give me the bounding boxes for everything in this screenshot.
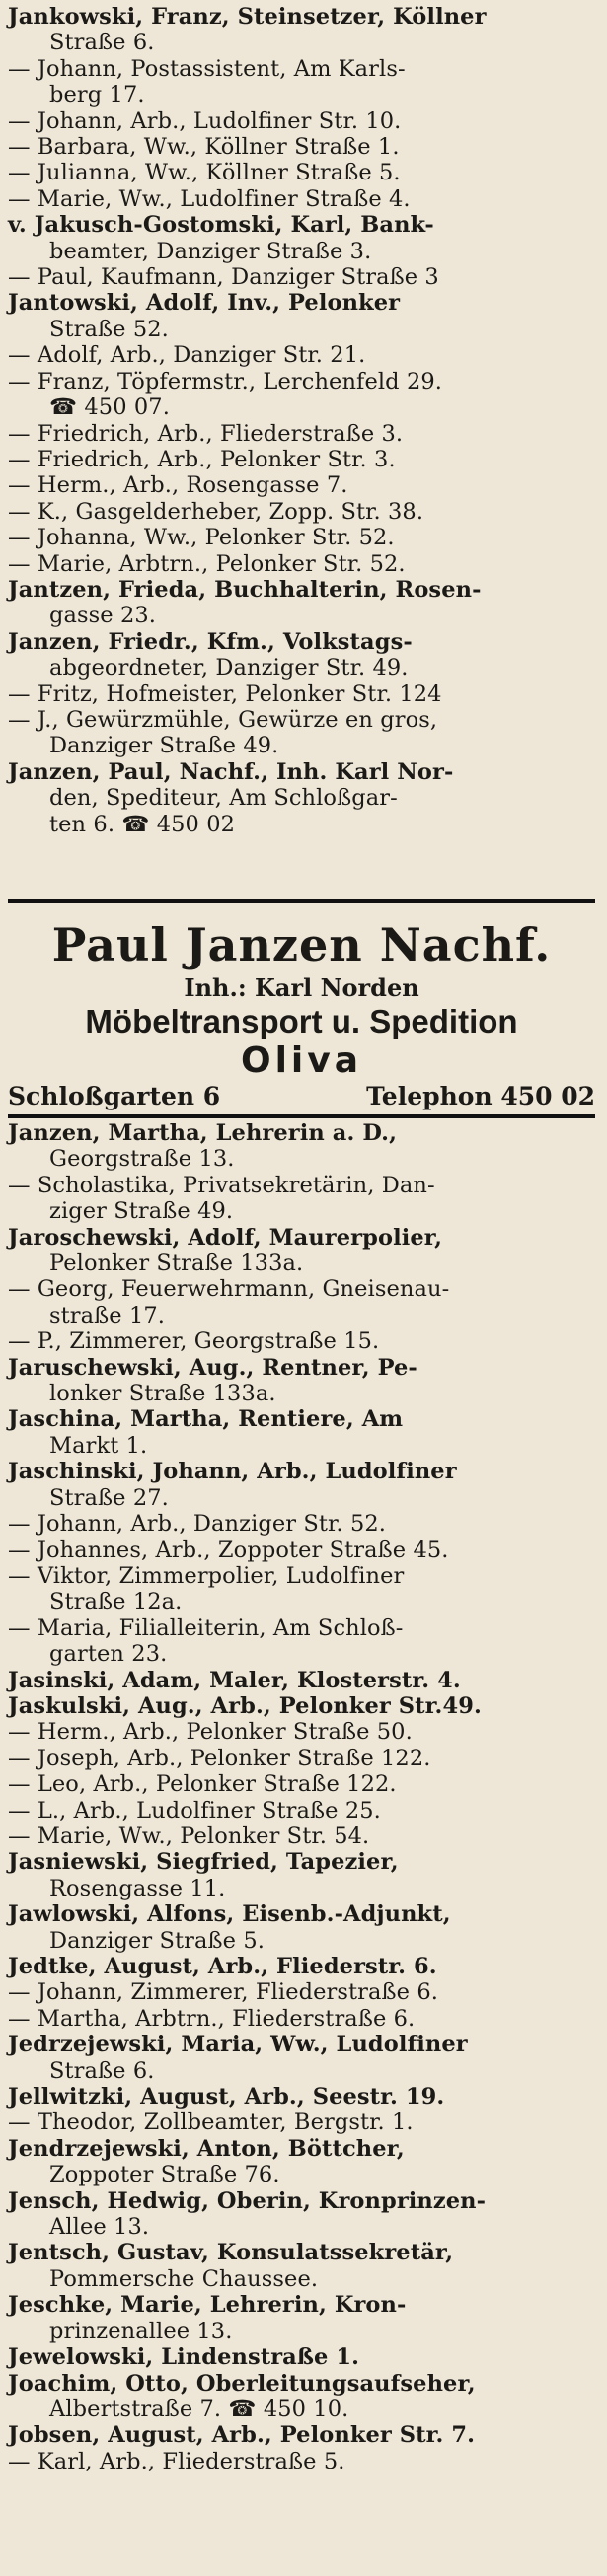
directory-entry: — Friedrich, Arb., Fliederstraße 3. xyxy=(8,420,404,447)
directory-entry: — Viktor, Zimmerpolier, Ludolfiner xyxy=(8,1562,405,1589)
entry-continuation-line: Allee 13. xyxy=(49,2214,150,2241)
ad-footer xyxy=(8,1083,595,1110)
directory-entry: Jewelowski, Lindenstraße 1. xyxy=(8,2344,360,2371)
entry-continuation-line: Pelonker Straße 133a. xyxy=(49,1251,304,1277)
entries-bottom xyxy=(8,1120,595,2474)
entry-continuation-line: abgeordneter, Danziger Str. 49. xyxy=(49,655,409,681)
directory-entry: Janzen, Friedr., Kfm., Volkstags- xyxy=(8,628,413,655)
directory-entry: Jensch, Hedwig, Oberin, Kronprinzen- xyxy=(8,2187,487,2214)
advertisement-box xyxy=(8,899,595,1118)
entry-continuation-line: Straße 6. xyxy=(49,30,155,56)
entry-continuation-line: Pommersche Chaussee. xyxy=(49,2265,319,2292)
directory-entry: — Herm., Arb., Pelonker Straße 50. xyxy=(8,1719,413,1746)
directory-entry: — Johannes, Arb., Zoppoter Straße 45. xyxy=(8,1537,449,1563)
entry-continuation-line: prinzenallee 13. xyxy=(49,2318,233,2344)
entry-continuation-line: Straße 6. xyxy=(49,2057,155,2084)
directory-entry: — Scholastika, Privatsekretärin, Dan- xyxy=(8,1172,435,1198)
directory-entry: Jendrzejewski, Anton, Böttcher, xyxy=(8,2135,405,2162)
entry-continuation-line: Straße 27. xyxy=(49,1484,169,1511)
directory-entry: — Franz, Töpfermstr., Lerchenfeld 29. xyxy=(8,368,443,394)
entry-continuation-line: den, Spediteur, Am Schloßgar- xyxy=(49,785,398,812)
directory-entry: — Julianna, Ww., Köllner Straße 5. xyxy=(8,160,401,186)
directory-entry: Jawlowski, Alfons, Eisenb.-Adjunkt, xyxy=(8,1901,451,1928)
directory-entry: Jaroschewski, Adolf, Maurerpolier, xyxy=(8,1224,443,1251)
ad-rule-bottom xyxy=(8,1114,595,1118)
directory-entry: v. Jakusch-Gostomski, Karl, Bank- xyxy=(8,212,434,239)
directory-entry: Jasinski, Adam, Maler, Klosterstr. 4. xyxy=(8,1667,461,1693)
directory-entry: — Herm., Arb., Rosengasse 7. xyxy=(8,472,348,499)
entry-continuation-line: Danziger Straße 5. xyxy=(49,1927,266,1954)
directory-entry: — Johann, Postassistent, Am Karls- xyxy=(8,55,406,82)
directory-entry: — Johann, Zimmerer, Fliederstraße 6. xyxy=(8,1979,438,2006)
ad-service: Möbeltransport u. Spedition xyxy=(85,1003,518,1039)
directory-entry: — Fritz, Hofmeister, Pelonker Str. 124 xyxy=(8,680,442,707)
directory-entry: Joachim, Otto, Oberleitungsaufseher, xyxy=(8,2370,476,2397)
entry-continuation-line: beamter, Danziger Straße 3. xyxy=(49,238,372,264)
entry-continuation-line: Straße 52. xyxy=(49,316,169,342)
directory-entry: Jentsch, Gustav, Konsulatssekretär, xyxy=(8,2240,454,2266)
directory-entry: — Barbara, Ww., Köllner Straße 1. xyxy=(8,134,400,161)
directory-entry: — Martha, Arbtrn., Fliederstraße 6. xyxy=(8,2005,416,2032)
entries-top xyxy=(8,0,595,837)
directory-entry: — L., Arb., Ludolfiner Straße 25. xyxy=(8,1797,381,1824)
directory-entry: — Karl, Arb., Fliederstraße 5. xyxy=(8,2448,345,2474)
ad-phone: Telephon 450 02 xyxy=(366,1082,595,1110)
entry-continuation-line: Albertstraße 7. ☎ 450 10. xyxy=(49,2396,349,2422)
entry-continuation-line: straße 17. xyxy=(49,1302,166,1328)
directory-entry: Janzen, Martha, Lehrerin a. D., xyxy=(8,1120,398,1146)
directory-entry: — Johanna, Ww., Pelonker Str. 52. xyxy=(8,525,395,551)
ad-rule-top xyxy=(8,899,595,903)
entry-continuation-line: Rosengasse 11. xyxy=(49,1875,226,1901)
directory-entry: — Theodor, Zollbeamter, Bergstr. 1. xyxy=(8,2110,414,2136)
directory-entry: — Marie, Arbtrn., Pelonker Str. 52. xyxy=(8,550,406,577)
directory-entry: — Georg, Feuerwehrmann, Gneisenau- xyxy=(8,1276,450,1303)
directory-entry: — Paul, Kaufmann, Danziger Straße 3 xyxy=(8,264,439,291)
directory-entry: — Friedrich, Arb., Pelonker Str. 3. xyxy=(8,446,396,472)
directory-entry: Jantzen, Frieda, Buchhalterin, Rosen- xyxy=(8,576,482,603)
directory-entry: — Joseph, Arb., Pelonker Straße 122. xyxy=(8,1745,431,1771)
entry-continuation-line: Zoppoter Straße 76. xyxy=(49,2162,280,2188)
entry-continuation-line: berg 17. xyxy=(49,82,145,108)
directory-entry: Janzen, Paul, Nachf., Inh. Karl Nor- xyxy=(8,758,454,785)
entry-continuation-line: Markt 1. xyxy=(49,1432,148,1459)
directory-entry: Jankowski, Franz, Steinsetzer, Köllner xyxy=(8,4,487,30)
entry-continuation-line: lonker Straße 133a. xyxy=(49,1381,276,1407)
directory-entry: Jaschinski, Johann, Arb., Ludolfiner xyxy=(8,1459,457,1485)
directory-entry: Jobsen, August, Arb., Pelonker Str. 7. xyxy=(8,2422,476,2449)
directory-entry: — Leo, Arb., Pelonker Straße 122. xyxy=(8,1771,397,1798)
directory-entry: Jellwitzki, August, Arb., Seestr. 19. xyxy=(8,2084,445,2111)
directory-entry: — Johann, Arb., Danziger Str. 52. xyxy=(8,1511,387,1538)
entry-continuation-line: garten 23. xyxy=(49,1641,168,1668)
directory-entry: — Johann, Arb., Ludolfiner Str. 10. xyxy=(8,107,402,134)
entry-continuation-line: ziger Straße 49. xyxy=(49,1198,234,1225)
directory-entry: Jaskulski, Aug., Arb., Pelonker Str.49. xyxy=(8,1692,482,1719)
directory-entry: — Marie, Ww., Ludolfiner Straße 4. xyxy=(8,185,411,212)
ad-owner: Inh.: Karl Norden xyxy=(184,973,419,1002)
directory-entry: Jeschke, Marie, Lehrerin, Kron- xyxy=(8,2292,407,2319)
ad-company-title: Paul Janzen Nachf. xyxy=(51,918,552,971)
directory-entry: Jaruschewski, Aug., Rentner, Pe- xyxy=(8,1354,417,1381)
entry-continuation-line: Straße 12a. xyxy=(49,1589,183,1615)
directory-entry: Jedtke, August, Arb., Fliederstr. 6. xyxy=(8,1954,437,1979)
directory-entry: Jasniewski, Siegfried, Tapezier, xyxy=(8,1849,399,1876)
directory-entry: Jaschina, Martha, Rentiere, Am xyxy=(8,1406,404,1433)
ad-address: Schloßgarten 6 xyxy=(8,1082,221,1110)
entry-continuation-line: Georgstraße 13. xyxy=(49,1146,235,1173)
directory-entry: — Maria, Filialleiterin, Am Schloß- xyxy=(8,1614,404,1641)
directory-entry: — K., Gasgelderheber, Zopp. Str. 38. xyxy=(8,498,424,525)
entry-continuation-line: gasse 23. xyxy=(49,603,157,629)
ad-place: Oliva xyxy=(240,1040,363,1081)
entry-continuation-line: ten 6. ☎ 450 02 xyxy=(49,811,236,837)
directory-entry: Jantowski, Adolf, Inv., Pelonker xyxy=(8,290,401,317)
directory-entry: — Adolf, Arb., Danziger Str. 21. xyxy=(8,342,366,369)
directory-entry: — Marie, Ww., Pelonker Str. 54. xyxy=(8,1823,370,1849)
entry-continuation-line: Danziger Straße 49. xyxy=(49,733,279,759)
directory-entry: — J., Gewürzmühle, Gewürze en gros, xyxy=(8,706,438,733)
directory-entry: — P., Zimmerer, Georgstraße 15. xyxy=(8,1328,380,1355)
entry-continuation-line: ☎ 450 07. xyxy=(49,394,170,421)
directory-entry: Jedrzejewski, Maria, Ww., Ludolfiner xyxy=(8,2032,468,2058)
